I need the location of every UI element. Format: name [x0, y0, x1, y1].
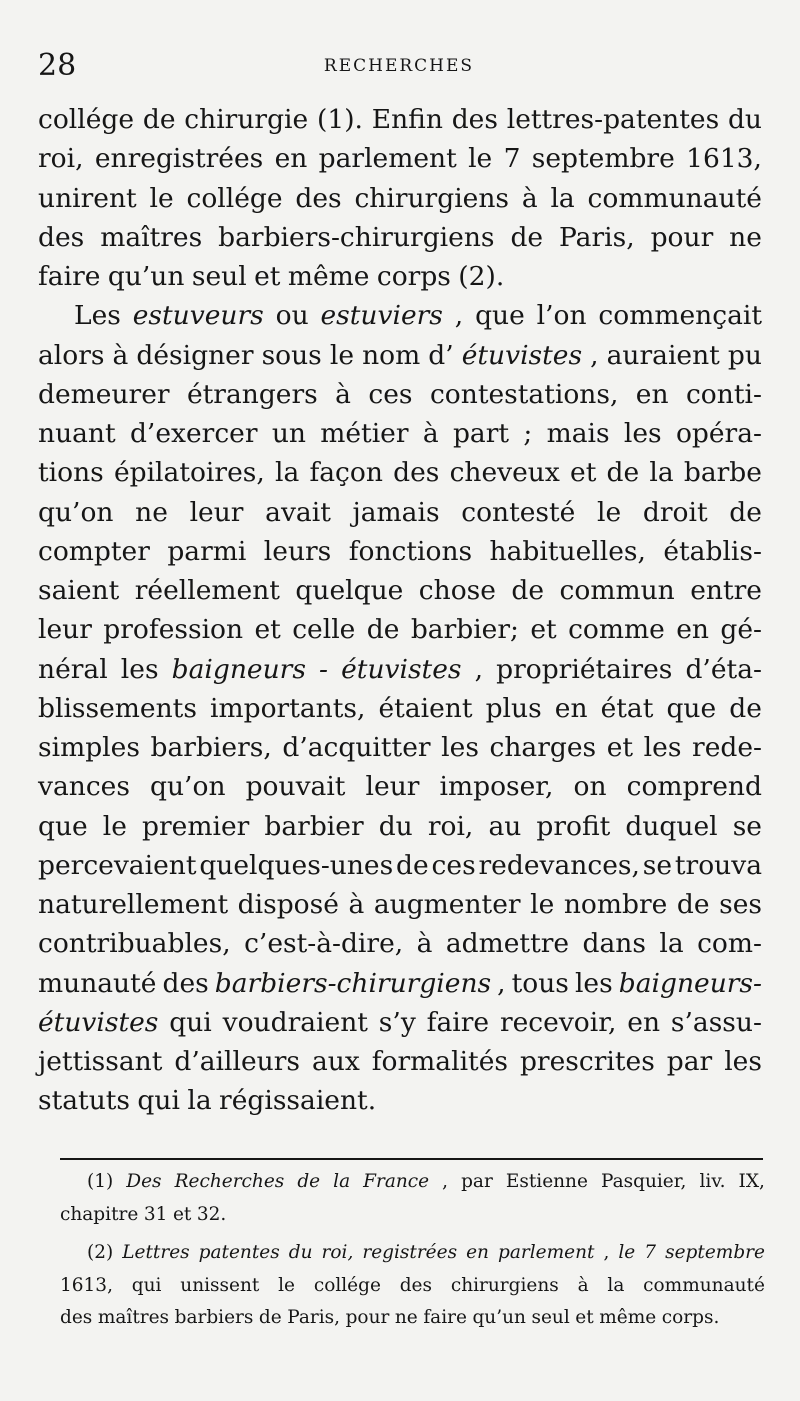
word: du	[727, 104, 762, 135]
word: roi,	[38, 143, 84, 175]
body-text	[38, 100, 762, 1121]
word: nuant	[38, 418, 116, 449]
word: compter	[38, 535, 150, 567]
word: chirurgiens	[450, 1274, 559, 1296]
word: d’exercer	[129, 418, 258, 449]
word: leurs	[263, 535, 332, 567]
word: barbiers,	[150, 732, 272, 763]
word: d’ailleurs	[174, 1046, 300, 1077]
word: en	[554, 692, 588, 724]
word: barbier;	[410, 614, 519, 646]
word: faire	[38, 261, 101, 292]
word: la	[607, 1274, 625, 1296]
italic-word: Recherches	[174, 1171, 285, 1192]
word: parmi	[167, 535, 247, 567]
word: disposé	[237, 889, 339, 920]
word: seul	[191, 261, 247, 292]
text-line	[38, 296, 762, 335]
word: plus	[485, 692, 542, 724]
word: fonctions	[348, 535, 473, 567]
word: aux	[311, 1046, 360, 1077]
word: Paris,	[559, 221, 635, 253]
text-line	[38, 650, 762, 689]
word: au	[488, 810, 522, 842]
word: roi,	[427, 810, 474, 842]
word: 7	[503, 143, 521, 175]
italic-word: baigneurs-	[618, 967, 762, 999]
text-line	[38, 846, 762, 885]
word: opéra-	[675, 418, 762, 449]
word: vances	[38, 771, 130, 803]
word: avait	[265, 496, 331, 528]
word: pour	[650, 221, 714, 253]
footnote-1	[60, 1166, 765, 1231]
word: septembre	[531, 143, 675, 175]
word: faire	[426, 1006, 490, 1038]
word: qu’un	[472, 1307, 526, 1328]
word: blissements	[38, 692, 197, 724]
word: liv.	[699, 1171, 726, 1192]
word: on	[573, 771, 607, 803]
word: à	[521, 182, 538, 214]
word: Pasquier,	[600, 1171, 687, 1192]
word: cheveux	[449, 457, 560, 489]
page-header	[38, 48, 760, 88]
word: de	[142, 104, 176, 135]
text-line	[38, 1003, 762, 1042]
word: corps.	[661, 1307, 720, 1328]
word: quelques-unes	[199, 849, 394, 881]
word: (1).	[317, 104, 363, 135]
word: ,	[590, 339, 599, 371]
word: le	[468, 143, 493, 175]
word: barbier	[264, 810, 364, 842]
italic-word: patentes	[198, 1242, 280, 1263]
word: habituelles,	[489, 535, 646, 567]
word: à	[348, 889, 365, 920]
word: régissaient.	[219, 1085, 377, 1117]
italic-word: du	[288, 1242, 313, 1263]
word: ses	[719, 889, 762, 920]
word: des	[393, 457, 440, 489]
word: de	[729, 496, 762, 528]
word: à	[112, 339, 129, 371]
word: le	[530, 889, 555, 920]
word: collége	[313, 1274, 381, 1296]
word: formalités	[371, 1046, 508, 1077]
italic-word: -	[319, 653, 329, 685]
word: un	[271, 418, 306, 449]
word: leur	[365, 771, 420, 803]
word: de	[729, 692, 762, 724]
text-line	[38, 493, 762, 532]
word: que	[38, 810, 88, 842]
word: dans	[582, 928, 646, 960]
word: à	[422, 418, 439, 449]
word: contribuables,	[38, 928, 231, 960]
word: par	[666, 1046, 713, 1077]
word: le	[278, 1274, 296, 1296]
word: corps	[376, 261, 451, 292]
word: à	[577, 1274, 589, 1296]
word: IX,	[738, 1171, 765, 1192]
footnote-2	[60, 1237, 765, 1335]
word: conti-	[685, 378, 762, 410]
word: part	[452, 418, 510, 449]
footnote-rule	[60, 1158, 763, 1160]
word: ,	[474, 653, 484, 685]
word: par	[461, 1171, 493, 1192]
word: des	[399, 1274, 433, 1296]
word: quelque	[295, 575, 404, 606]
word: augmenter	[373, 889, 521, 920]
word: mais	[546, 418, 610, 449]
word: chirurgie	[184, 104, 309, 135]
text-line	[38, 885, 762, 924]
word: redevances,	[478, 849, 640, 881]
word: à	[335, 378, 351, 410]
word: des	[451, 104, 498, 135]
word: la	[649, 457, 674, 489]
word: se	[732, 810, 762, 842]
word: c’est-à-dire,	[244, 928, 404, 960]
word: et	[254, 614, 281, 646]
text-line	[38, 610, 762, 649]
word: le	[597, 496, 622, 528]
word: tions	[38, 457, 104, 489]
word: qui	[131, 1274, 162, 1296]
word: étaient	[378, 692, 473, 724]
word: ,	[442, 1171, 449, 1192]
word: importants,	[210, 692, 366, 724]
word: communauté	[643, 1274, 765, 1296]
word: des	[38, 221, 85, 253]
word: profession	[103, 614, 244, 646]
word: trouva	[674, 849, 762, 881]
word: même	[287, 261, 370, 292]
word: comme	[568, 614, 665, 646]
footnote-line	[60, 1302, 765, 1335]
word: étrangers	[186, 378, 318, 410]
word: collége	[186, 182, 283, 214]
word: qu’un	[107, 261, 185, 292]
word: la	[187, 1085, 212, 1117]
word: et	[530, 614, 557, 646]
word: les	[623, 418, 662, 449]
word: entre	[690, 575, 762, 606]
word: ces	[368, 378, 413, 410]
word: nombre	[563, 889, 668, 920]
italic-word: baigneurs	[171, 653, 306, 685]
italic-word: France	[363, 1171, 430, 1192]
word: maîtres	[97, 1307, 170, 1328]
word: se	[642, 849, 673, 881]
italic-word: étuvistes	[341, 653, 462, 685]
word: la	[659, 928, 684, 960]
word: sous	[261, 339, 322, 371]
word: celle	[292, 614, 356, 646]
text-line	[38, 414, 762, 453]
word: unissent	[180, 1274, 260, 1296]
word: com-	[697, 928, 762, 960]
word: d’	[428, 339, 454, 371]
word: en	[274, 143, 308, 175]
italic-word: roi,	[321, 1242, 354, 1263]
italic-word: parlement	[498, 1242, 595, 1263]
word: enregistrées	[94, 143, 264, 175]
word: barbe	[683, 457, 762, 489]
text-line	[38, 571, 762, 610]
word: de	[396, 849, 429, 881]
word: épilatoires,	[113, 457, 265, 489]
word: et	[570, 457, 597, 489]
word: nom	[362, 339, 421, 371]
text-line	[38, 964, 762, 1003]
word: Les	[74, 300, 121, 332]
word: métier	[320, 418, 409, 449]
text-line	[38, 1081, 762, 1120]
word: demeurer	[38, 378, 170, 410]
italic-word: registrées	[362, 1242, 458, 1263]
word: du	[378, 810, 413, 842]
word: lettres-patentes	[506, 104, 720, 135]
word: recevoir,	[499, 1006, 617, 1038]
text-line	[38, 1042, 762, 1081]
word: chapitre	[60, 1203, 139, 1225]
word: prescrites	[519, 1046, 655, 1077]
word: en	[627, 1006, 661, 1038]
word: de	[258, 1307, 282, 1328]
word: chirurgiens	[354, 182, 510, 214]
word: (1)	[87, 1171, 114, 1192]
word: ou	[275, 300, 309, 332]
word: façon	[309, 457, 383, 489]
running-head: RECHERCHES	[323, 56, 475, 76]
word: (2)	[87, 1242, 114, 1263]
word: leur	[189, 496, 244, 528]
italic-word: septembre	[665, 1242, 765, 1263]
word: qu’on	[38, 496, 114, 528]
word: ne	[394, 1307, 418, 1328]
word: tous	[511, 967, 569, 999]
word: pouvait	[245, 771, 346, 803]
word: de	[510, 221, 544, 253]
word: néral	[38, 653, 108, 685]
word: et	[254, 261, 281, 292]
word: qui	[137, 1085, 180, 1117]
page-number: 28	[38, 48, 77, 83]
italic-word: de	[297, 1171, 321, 1192]
word: ne	[729, 221, 762, 253]
word: les	[724, 1046, 762, 1077]
word: duquel	[625, 810, 718, 842]
word: établis-	[663, 535, 762, 567]
word: faire	[423, 1307, 467, 1328]
word: d’acquitter	[282, 732, 431, 763]
word: Enfin	[371, 104, 443, 135]
word: les	[643, 732, 682, 763]
text-line	[38, 453, 762, 492]
word: d’éta-	[685, 653, 762, 685]
word: simples	[38, 732, 140, 763]
word: charges	[489, 732, 597, 763]
word: seul	[531, 1307, 570, 1328]
word: rede-	[692, 732, 762, 763]
text-line	[38, 218, 762, 257]
word: droit	[642, 496, 708, 528]
word: en	[676, 614, 709, 646]
word: parlement	[318, 143, 457, 175]
word: la	[274, 457, 300, 489]
footnote-line	[60, 1237, 765, 1270]
word: unirent	[38, 182, 137, 214]
word: profit	[536, 810, 611, 842]
word: contestations,	[429, 378, 619, 410]
word: propriétaires	[496, 653, 673, 685]
word: statuts	[38, 1085, 131, 1117]
word: les	[441, 732, 479, 763]
word: ,	[497, 967, 506, 999]
text-line	[38, 689, 762, 728]
text-line	[38, 257, 762, 296]
word: collége	[38, 104, 135, 135]
text-line	[38, 807, 762, 846]
word: 31	[143, 1203, 168, 1225]
word: réellement	[134, 575, 280, 606]
text-line	[38, 100, 762, 139]
word: 32.	[196, 1203, 227, 1225]
word: premier	[142, 810, 250, 842]
italic-word: étuvistes	[38, 1006, 159, 1038]
word: des	[295, 182, 342, 214]
italic-word: étuvistes	[461, 339, 583, 371]
word: barbiers-chirurgiens	[218, 221, 495, 253]
italic-word: Lettres	[122, 1242, 190, 1263]
word: jettissant	[38, 1046, 163, 1077]
word: à	[416, 928, 433, 960]
italic-word: en	[466, 1242, 489, 1263]
word: des	[162, 967, 209, 999]
italic-word: estuveurs	[132, 300, 264, 332]
word: leur	[38, 614, 92, 646]
text-line	[38, 728, 762, 767]
word: désigner	[136, 339, 254, 371]
word: voudraient	[222, 1006, 368, 1038]
word: pour	[345, 1307, 390, 1328]
word: ne	[135, 496, 168, 528]
italic-word: le	[618, 1242, 636, 1263]
word: 1613,	[686, 143, 762, 175]
word: le	[149, 182, 174, 214]
footnote-line	[60, 1270, 765, 1303]
word: contesté	[461, 496, 576, 528]
footnote-line	[60, 1199, 765, 1232]
word: munauté	[38, 967, 157, 999]
word: alors	[38, 339, 105, 371]
word: imposer,	[439, 771, 554, 803]
word: que	[666, 692, 717, 724]
word: les	[120, 653, 159, 685]
word: s’assu-	[670, 1006, 762, 1038]
italic-word: barbiers-chirurgiens	[214, 967, 492, 999]
word: de	[606, 457, 640, 489]
word: de	[511, 575, 545, 606]
text-line	[38, 179, 762, 218]
word: ces	[431, 849, 476, 881]
word: commençait	[598, 300, 762, 332]
footnote-line	[60, 1166, 765, 1199]
text-line	[38, 532, 762, 571]
word: le	[329, 339, 355, 371]
word: qu’on	[150, 771, 226, 803]
word: comprend	[626, 771, 762, 803]
word: (2).	[458, 261, 505, 292]
text-line	[38, 336, 762, 375]
word: maîtres	[100, 221, 203, 253]
word: les	[574, 967, 613, 999]
word: barbiers	[174, 1307, 254, 1328]
text-line	[38, 139, 762, 178]
word: pu	[727, 339, 762, 371]
word: gé-	[720, 614, 762, 646]
word: et	[575, 1307, 594, 1328]
word: communauté	[587, 182, 762, 214]
text-line	[38, 767, 762, 806]
text-line	[38, 924, 762, 963]
word: jamais	[352, 496, 440, 528]
word: percevaient	[38, 849, 197, 881]
footnotes	[60, 1166, 765, 1335]
word: 1613,	[60, 1274, 113, 1296]
word: des	[60, 1307, 93, 1328]
word: qui	[169, 1006, 212, 1038]
word: et	[606, 732, 634, 763]
word: de	[366, 614, 400, 646]
italic-word: Des	[126, 1171, 162, 1192]
word: de	[676, 889, 710, 920]
word: commun	[559, 575, 675, 606]
word: Estienne	[505, 1171, 588, 1192]
word: naturellement	[38, 889, 229, 920]
word: ;	[523, 418, 533, 449]
word: en	[635, 378, 669, 410]
word: auraient	[606, 339, 720, 371]
word: la	[550, 182, 575, 214]
word: ,	[454, 300, 464, 332]
word: ,	[603, 1242, 610, 1263]
word: le	[102, 810, 127, 842]
word: saient	[38, 575, 120, 606]
italic-word: estuviers	[320, 300, 443, 332]
word: même	[599, 1307, 657, 1328]
word: admettre	[445, 928, 570, 960]
word: l’on	[536, 300, 587, 332]
word: état	[600, 692, 654, 724]
word: et	[172, 1203, 192, 1225]
text-line	[38, 375, 762, 414]
word: Paris,	[287, 1307, 341, 1328]
italic-word: la	[333, 1171, 351, 1192]
word: s’y	[378, 1006, 416, 1038]
word: chose	[418, 575, 496, 606]
italic-word: 7	[644, 1242, 657, 1263]
word: que	[475, 300, 525, 332]
